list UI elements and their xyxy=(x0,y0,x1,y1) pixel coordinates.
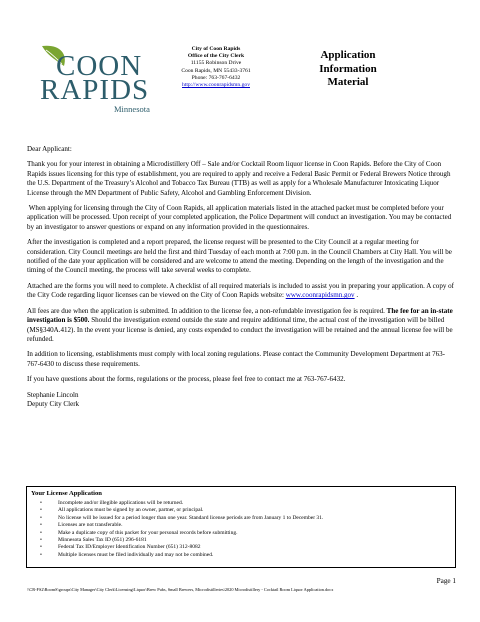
list-item-text: Licenses are not transferable. xyxy=(58,522,123,529)
signature-block xyxy=(27,391,455,410)
document-title-line3: Material xyxy=(327,76,369,88)
bullet-icon: • xyxy=(40,514,42,521)
signer-name: Stephanie Lincoln xyxy=(27,390,79,399)
document-title-line1: Application xyxy=(320,49,376,61)
signer-title: Deputy City Clerk xyxy=(27,399,80,408)
list-item-text: All applications must be signed by an owner, partner, or principal. xyxy=(58,507,204,514)
paragraph-intro: Thank you for your interest in obtaining a Microdistillery Off – Sale and/or Cocktail Room liquor license in Coon Rapids. Before the City of Coon Rapids issues licensing for this type of establishment, you are required to apply and receive a Federal Basic Permit or Federal Brewers Notice through the U.S. Department of the Treasury’s Alcohol and Tobacco Tax Bureau (TTB) as well as apply for a Wholesale Manufacturer Intoxicating Liquor License through the MN Department of Public Safety, Alcohol and Gambling Enforcement Division. xyxy=(27,160,451,197)
license-application-box xyxy=(26,486,456,568)
logo-word-rapids: RAPIDS xyxy=(40,74,150,106)
letterhead-website-link[interactable]: http://www.coonrapidsmn.gov xyxy=(182,82,250,89)
list-item xyxy=(27,522,323,529)
salutation: Dear Applicant: xyxy=(27,145,72,153)
list-item-text: Make a duplicate copy of this packet for your personal records before submitting. xyxy=(58,529,238,536)
coon-rapids-logo xyxy=(38,44,162,114)
license-requirements-list xyxy=(27,500,323,559)
document-title xyxy=(300,49,396,90)
letterhead-city: City of Coon Rapids xyxy=(191,46,241,52)
list-item-text: Multiple licenses must be filed individually and may not be combined. xyxy=(58,551,214,558)
license-box-title: Your License Application xyxy=(31,490,102,497)
investigation-fee-text: The fee for an in-state investigation is $500. xyxy=(27,306,453,325)
bullet-icon: • xyxy=(40,500,42,506)
website-link[interactable]: www.coonrapidsmn.gov xyxy=(285,291,355,300)
bullet-icon: • xyxy=(40,507,42,514)
letterhead-street: 11155 Robinson Drive xyxy=(190,60,242,67)
letterhead-citystatezip: Coon Rapids, MN 55433-3761 xyxy=(181,67,251,74)
file-path-footer: \\CR-FS2\RoomS\groups\City Manager\City Clerk\Licensing\Liquor\Brew Pubs, Small Brewers, Microdistilleries\2020 Microdistillery - Cocktail Room Liquor Application.docx xyxy=(27,587,334,592)
paragraph-application-process-text: When applying for licensing through the City of Coon Rapids, all application materials listed in the attached packet must be completed before your application will be processed. Upon receipt of your completed application, the Police Department will conduct an investigation. You may be contacted by an investigator to answer questions or expand on any information provided in the questionnaires. xyxy=(27,204,452,231)
bullet-icon: • xyxy=(40,529,42,536)
paragraph-questions: If you have questions about the forms, regulations or the process, please feel free to contact me at 763-767-6432. xyxy=(27,375,346,384)
paragraph-fees-end: Should the investigation extend outside the state and require additional time, the actual cost of the investigation will be billed (MS§340A.412). In the event your license is denied, any costs expended to conduct the investigation will be retained and the annual license fee will be refunded. xyxy=(27,316,453,343)
paragraph-application-process xyxy=(27,204,455,232)
bullet-icon: • xyxy=(40,522,42,529)
list-item xyxy=(27,500,323,507)
list-item xyxy=(27,552,323,559)
list-item-text: No license will be issued for a period longer than one year. Standard license periods are from January 1 to December 31. xyxy=(58,514,324,521)
paragraph-forms xyxy=(27,282,455,301)
paragraph-investigation: After the investigation is completed and a report prepared, the license request will be presented to the City Council at a regular meeting for consideration. City Council meetings are held the first and third Tuesday of each month at 7:00 p.m. in the Council Chambers at City Hall. You will be notified of the date your application will be considered and are welcome to attend the meeting. Depending on the length of the investigation and the timing of the Council meeting, the process will take several weeks to complete. xyxy=(27,238,452,275)
bullet-icon: • xyxy=(40,537,42,544)
paragraph-zoning: In addition to licensing, establishments must comply with local zoning regulations. Please contact the Community Development Department at 763-767-6430 to discuss these requirements. xyxy=(27,350,446,368)
paragraph-forms-end: . xyxy=(354,291,359,300)
paragraph-forms-text: Attached are the forms you will need to complete. A checklist of all required materials is included to assist you in preparing your application. A copy of the City Code regarding liquor licenses can be viewed on the City of Coon Rapids website: xyxy=(27,281,455,300)
list-item-text: Incomplete and/or illegible applications will be returned. xyxy=(58,500,184,506)
paragraph-fees-text: All fees are due when the application is submitted. In addition to the license fee, a non-refundable investigation fee is required. xyxy=(27,306,387,315)
list-item-text: Minnesota Sales Tax ID (651) 296-6181 xyxy=(58,537,147,544)
letterhead-office: Office of the City Clerk xyxy=(187,53,245,60)
letter-body xyxy=(27,145,455,409)
list-item xyxy=(27,507,323,514)
bullet-icon: • xyxy=(40,551,42,558)
bullet-icon: • xyxy=(40,544,42,551)
letterhead-phone: Phone: 763-767-6432 xyxy=(191,74,241,81)
logo-word-coon: COON xyxy=(56,50,143,82)
document-title-line2: Information xyxy=(319,62,377,75)
list-item-text: Federal Tax ID/Employer Identification Number (651) 312-8082 xyxy=(58,544,201,551)
page-number: Page 1 xyxy=(436,577,456,585)
paragraph-fees xyxy=(27,307,455,345)
list-item xyxy=(27,530,323,537)
list-item xyxy=(27,544,323,551)
letterhead xyxy=(170,46,262,89)
logo-subtitle: Minnesota xyxy=(114,104,150,114)
